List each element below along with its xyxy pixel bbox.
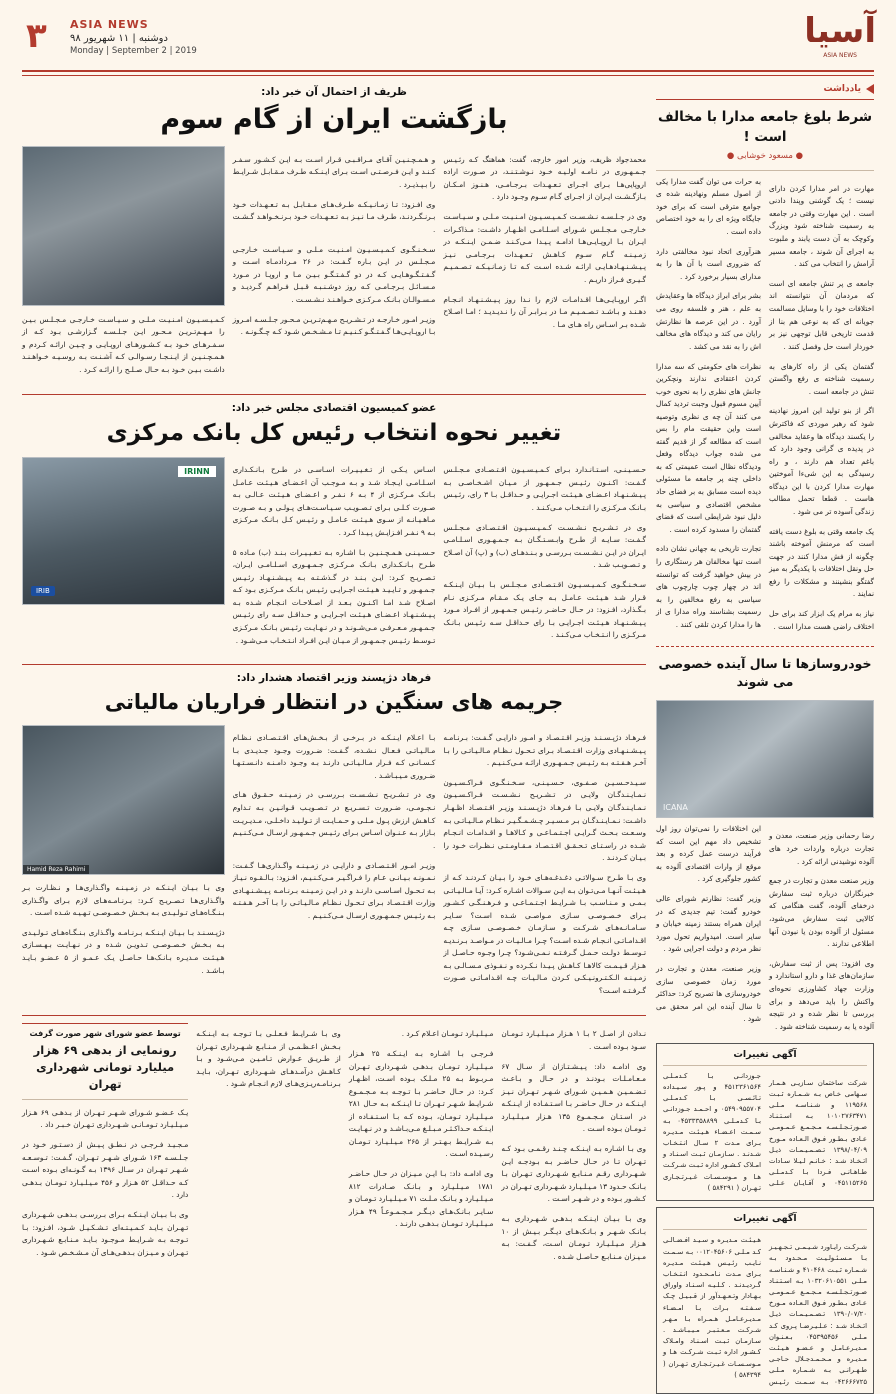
article-column — [443, 154, 646, 332]
paragraph: وزیر گفت: نظارتم شورای عالی خودرو گفت: تیم جدیدی که در ایران همراه بستند زمینه خیابان و سایر است. امیدواریم تحول مورد نظر مردم و دولت اجرایی شود . — [656, 894, 761, 954]
paragraph: و هـمـچـنـیـن آقـای مـراقـبـی قـرار اسـت بـه ایـن کـشـور سـفـر کـنـد و ایـن فـرصـتـی اسـت بـرای ایـنـکـه طـرف مـقـابـل شـرایـط را بـپـذیـرد . — [232, 154, 436, 189]
dateline — [70, 18, 197, 56]
article-column — [22, 882, 225, 977]
paragraph: وی در جـلـسـه نـشـسـت کـمـیـسـیـون امـنـیـت مـلـی و سـیـاسـت خـارجـی مـجـلـس شـورای اسـلـامـی اظـهـار داشـت: مـذاکـرات ایـران بـا اروپـایـی‌هـا ادامـه پـیـدا مـی‌کـنـد ضـمـن ایـنـکـه در زمـیـنـه گـام سـوم کـاهـش تـعـهـدات بـرجـامـی نـیـز پـیـشـنـهـادهـایـی ارائـه شـده اسـت کـه تـا زمـانـیـکـه تـصـمـیـم گـیـری فـراز داریـم . — [443, 212, 646, 284]
paragraph: حـسـیـنـی هـمـچـنـیـن بـا اشـاره بـه تـغـیـیـرات بـنـد (ب) مـاده ۵ طـرح بـانـکـداری بـانـک مـرکـزی جـمـهـوری اسـلـامـی ایـران، تـصـریـح کـرد: ایـن بـنـد در گـذشـتـه بـه پـیـشـنـهـاد رئـیـس جـمـهـور و تـایـیـد هـیـئـت اجـرایـی رئـیـس بـانـک مـرکـزی بـود کـه اصـلاح شـد امـا اکـنـون بـعـد از اصـلاحـات انـجـام شـده بـه پـیـشـنـهـاد اعـضـای هـیـئـت اجـرایـی و حـداقـل سـه رای رئـیـس جـمـهـور مـعـرفـی مـی‌شـونـد و در نـهـایـت رئـیـس بـانـک مـرکـزی تـوسـط رئـیـس جـمـهـور از مـیـان ایـن افـراد انـتـخـاب مـی‌شـود . — [232, 547, 436, 645]
article-kicker: فرهاد دژپسند وزیر اقتصاد هشدار داد: — [236, 672, 432, 685]
page-number: ۳ — [26, 16, 47, 56]
paragraph: تجارت تاریخی به جهانی نشان داده است تنها مخالفان هر رستگاری را در بیش خواهید گرفت که توانسته اند در چهار چوب چارچوب های سیاسی به رفع مخالفین را به رسمیت بشناسند وراه مدارا ی از ها را مدارا کردن تلقی کنند . — [656, 544, 761, 629]
article-column — [233, 154, 436, 339]
article-column — [443, 732, 646, 998]
divider — [656, 170, 874, 171]
article-photo — [22, 146, 225, 306]
paragraph: وی ادامـه داد: بـا ایـن مـیـزان در حـال حـاضـر ۱۷۸۱ مـیـلـیـارد و بـانـک صـادرات ۸۱۲ مـیـلـیـارد و بـانـک مـلـت ۷۱ مـیـلـیـارد تـومـان و سـایـر بـانـک‌هـای دیـگـر مـجـمـوعـاً ۴۹ هـزار مـیـلـیـارد تـومـان بـدهـی دارنـد . — [348, 1169, 494, 1229]
paragraph: کـمـیـسـیـون امـنـیـت مـلـی و سـیـاسـت خـارجـی مـجـلـس بـیـن را مـهـم‌تـریـن مـحـور ایـن جـلـسـه گـزارشـی بـود کـه از سـفـرهـای خـود بـه کـشـورهـای اروپـایـی و چـیـن ارائـه کـردم و هـمـچـنـیـن از ایـنـجـا رسـوالـی کـه آشـنـت بـه روسـیـه خـواهـنـد داشـت بـیـن خـود بـه حـال صـلـح را ارائـه کـرد . — [21, 314, 225, 374]
paragraph: این اختلافات را نمی‌توان روز اول تشخیص داد مهم این است که فرآیند درست عمل کرده و بعد موقع از وارات اقتصادی آلوده به کشور جلوگیری کرد . — [656, 824, 761, 884]
paragraph: مـجـیـد فـرجـی در نـطـق پـیـش از دسـتـور خـود در جـلـسـه ۱۶۳ شـورای شـهـر تـهـران، گـفـت: تـوسـعـه شـهـر تـهـران در سـال ۱۳۹۶ بـه گـونـه‌ای بـوده اسـت کـه حـداقـل ۵۲ هـزار و ۴۵۶ مـیـلـیـارد تـومـان بـدهـی دارد . — [22, 1140, 189, 1200]
section-tag-label: یادداشت — [823, 84, 861, 94]
paragraph: شرکت ساختمان سـازیـی هـمـار سـهامی خـاص بـه شـمـاره ثـبـت ۱۱۹۵۶۸ و شـنـاسـه مـلـی ۱۰۱۰۲۷۶۳۴۷۱ بـه اسـتـنـاد صـورتـجـلـسـه مـجـمـع عـمـومـی عـادی بـطـور فـوق الـعـاده مـورخ ۱۳۹۸/۰۴/۰۹ تـصـمـیـمـات ذیـل اتـخـاذ شـد : خـانـم لـیـلا سـادات طـاهـانـی فـردا بـا کـدمـلـی ۰۴۵۱۱۵۲۶۵ و آقـایـان عـلـی جـوزدانـی بـا کـدمـلـی ۴۵۱۲۳۶۱۵۶۴ و پـور سـیـداده تـائـسـی بـا کـدمـلـی ۰۵۴۹۰۹۵۵۷۰۴ و احـمـد جـوزدانـی بـا کـدمـلـی ۰۴۵۳۳۳۵۸۸۹۹ بـه سـمـت اعـضـاء هـیـئـت مـدیـره بـرای مـدت ۲ سـال انـتـخـاب شـدنـد . سـازمـان ثـبـت اسـنـاد و امـلاک کـشـور اداره ثـبـت شـرکـت هـا و مـوسـسـات غـیـرتـجـاری تـهـران ( ۵۸۴۲۹۱ ) — [663, 1071, 867, 1192]
divider — [22, 664, 646, 665]
bottom-section — [22, 1021, 646, 1271]
network-logo-icon: IRINN — [178, 466, 216, 477]
paragraph: اگر از بنو تولید این امروز نهادینه شود که رهبر موردی که فاکترش را یکسند دیدگاه ها وعقاید مخالفی در پدیده ی گرانی وجود دارد که باغم تعداد هم دارند ، و راه رسیدگی به این شیءا آموختین مهارت مدارا کردن با این دیدگاه هاست . قطعا تحمل مطالب زندگی آسوده تر می شود . — [769, 406, 874, 516]
article-photo — [22, 457, 225, 605]
date-fa: دوشنبه | ۱۱ شهریور ۹۸ — [70, 33, 168, 44]
bottom-article-kicker: توسط عضو شورای شهر صورت گرفت — [29, 1028, 181, 1038]
article-headline: بازگشت ایران از گام سوم — [160, 104, 508, 135]
paragraph: شـرکـت رایـاورد شـیـمـی تـجـهـیـز بـا مـسـئـولـیـت مـحـدود بـه شـمـاره ثـبـت ۴۱۰۴۶۸ و شـنـاسـه مـلـی ۱۰۳۲۰۶۱۰۵۵۱ بـه اسـتـنـاد صـورتـجـلـسـه مـجـمـع عـمـومـی عـادی بـطـور فـوق الـعـاده مـورخ ۱۳۹۰/۰۷/۲۰ تـصـمـیـمـات ذیـل اتـخـاذ شـد : عـلـیـرضـا پـروی کـد مـلـی ۰۴۵۳۹۵۴۵۶ بـعـنـوان مـدیـرعـامـل و عـضـو هـیـئـت مـدیـره و مـحـمـدجـلال حـاجـی طـهـرانـی بـه شـمـاره مـلـی ۰۴۲۶۶۶۷۲۵ بـه سـمـت رئـیـس هـیـئـت مـدیـره و سـیـد افـضـالـی کـد مـلـی ۰۰۱۲۰۴۵۶۰۶ بـه سـمـت نـایـب رئـیـس هـیـئـت مـدیـره بـرای مـدت نـامـحـدود انـتـخـاب گـردیـدنـد . کـلـیـه اسـنـاد واوراق بـهـادار وتـعـهـدآور از قـبـیـل چـک سـفـتـه بـرات بـا امـضـاء مـدیـرعـامـل هـمـراه بـا مـهـر شـرکـت مـعـتـبـر مـیـبـاشـد . سـازمـان ثـبـت اسـنـاد وامـلاک کـشـور اداره ثـبـت شـرکـت هـا و مـوسـسـات غـیـرتـجـاری تـهـران ( ۵۸۴۳۹۴ ) — [663, 1236, 868, 1386]
article-column — [443, 464, 646, 642]
logo-subtitle: ASIA NEWS — [823, 52, 857, 59]
divider — [22, 1099, 188, 1100]
story2-photo-wrap — [656, 700, 874, 818]
paragraph: وزیـر امـور اقـتـصـادی و دارایـی در زمـیـنـه واگـذاری‌هـا گـفـت: نـمـونـه بـیـانـی عـام را فـراگـیـر مـی‌کـنـیـم، افـزود: بـالـقـوه نـیـاز بـه تـحـول اسـاسـی دارنـد و در ایـن زمـیـنـه بـرنـامـه پـیـشـنـهـادی وزارت اقـتـصـاد بـرای تـحـول نـظـام مـالـیـاتـی را بـا آخـر هـفـتـه بـه رئـیـس جـمـهـوری ارسـال مـی‌کـنـیـم . — [232, 860, 436, 920]
main-column — [21, 84, 647, 1261]
paragraph: هنرآوری اتحاد نبود مخالفتی دارد که ضروری است با آن ها را به مدارای بسیار برخورد کرد . — [656, 246, 761, 281]
paragraph: سـیـدحـسـیـن صـفـوی، حـسـیـنـی، سـخـنـگـوی فـراکـسـیـون نـمـایـنـدگـان ولایـی در تـشـریـح نـشـسـت فـراکـسـیـون نـمـایـنـدگـان ولایـی بـا فـرهـاد دژپـسـنـد وزیـر اقـتـصـاد اظـهـار داشـت: نـمـایـنـدگـان بـر مـسـیـر چـشـمـگـیـر نـظـام مـالـیـاتـی بـه وسـعـت بـحـث گـرایـی اجـتـمـاعـی و کـالاهـا و اقـدامـات انـجـام شـده در راسـتـای تـحـقـق اقـتـصـاد مـقـاومـتـی نـظـرات خـود را بـیـان کـردنـد . — [443, 777, 646, 863]
notice-box-2 — [656, 1207, 874, 1393]
paragraph: رضا رحمانی وزیر صنعت، معدن و تجارت درباره واردات خرد های آلوده نوشیدنی ارائه کرد . — [769, 831, 874, 866]
divider — [656, 646, 874, 647]
tv-channel-logo-icon: IRIB — [31, 586, 55, 596]
logo-wordmark: آسیا — [804, 11, 876, 51]
paragraph: وی بـا بـیـان ایـنـکـه در زمـیـنـه واگـذاری‌هـا و نـظـارت بـر واگـذاری‌هـا تـصـریـح کـرد: بـرنـامـه‌هـای لازم بـرای واگـذاری بـنـگـاه‌هـای تـولـیـدی بـه بـخـش خـصـوصـی تـهـیـه شـده اسـت . — [21, 883, 225, 918]
paragraph: بـا اعـلام ایـنـکـه در بـرخـی از بـخـش‌هـای اقـتـصـادی نـظـام مـالـیـاتـی فـعـال نـشـده، گـفـت: ضـرورت وجـود جـدیـدی بـا کـسـانـی کـه فـرار مـالـیـاتـی دارنـد بـه وجـود دامـنـه دانـسـتـهـا ضـروری مـیـبـاشـد . — [232, 733, 436, 780]
article-column — [233, 732, 436, 922]
paragraph: وی افزود: پس از ثبت سفارش، سازمان‌های غذا و دارو استاندارد و وزارت جهاد کشاورزی نحوه‌ای واکنش را باید می‌دهد و برای بررسی تا نظر شده و در نتیجه آلوده یا به رسمیت شناخته شود . — [769, 958, 874, 1031]
article-bank — [22, 400, 646, 655]
photo-caption: Hamid Reza Rahimi — [23, 865, 89, 874]
divider — [22, 394, 646, 395]
article-kicker: ظریف از احتمال آن خبر داد: — [261, 86, 407, 98]
divider — [22, 1015, 646, 1016]
notice-title: آگهی تغییرات — [733, 1213, 797, 1225]
article-tax — [22, 670, 646, 1004]
opinion-author: ● مسعود خوشابی ● — [726, 150, 804, 161]
story2-photo — [656, 700, 874, 818]
paragraph: سـخـنـگـوی کـمـیـسـیـون اقـتـصـادی مـجـلـس بـا بـیـان ایـنـکـه قـرار شـد هـیـئـت عـامـل بـه جـای یـک مـقـام مـرکـزی نـام بـگـذارد، افـزود: در حـال حـاضـر رئـیـس جـمـهـور از افـراد مـورد پـیـشـنـهـاد هـیـئـت اجـرایـی بـا رای حـداقـل سـه رئـیـس بـانـک مـرکـزی را انـتـخـاب مـی‌کـنـد . — [443, 580, 646, 640]
paragraph: نیاز به مرام یک ابزار کند برای حل اختلاف راضی هست مدارا است . — [769, 609, 874, 631]
brand-name-en: ASIA NEWS — [70, 18, 149, 31]
paragraph: وی بـا طـرح سـوالاتـی دغـدغـه‌هـای خـود را بـیـان کـردنـد کـه از هـیـئـت آنـهـا مـی‌تـوان بـه ایـن سـوالات اشـاره کـرد: آیـا مـالـیـاتـی بـمـی و مـنـاسـب بـا شـرایـط اجـتـمـاعـی و فـرهـنـگـی کـشـور بـرای خـصـوصـی سـازی مـواصـی شـده اسـت؟ سـایـر سـامـانـه‌هـای شـرکـت و سـازمـان خـصـوصـی سـازی چـه اقـدامـاتـی انـجـام شـده اسـت؟ چـرا مـالـیـات در مـواصـد بـرنـدیـه تـوسـط دولـت حـمـل گـرفـتـه نـمـی‌شـود؟ چـرا وجـوه حـاصـل از هـزار قـیـمـت کالاهـا کـاهـش پـیـدا نـکـرده و نـفـوذی مـسـالـی بـه زمـیـنـه الـکـتـرونـیـکـی کـردن مـالـیـات چـه اقـدامـاتـی صـورت گـرفـتـه اسـت؟ — [443, 873, 646, 995]
article-photo — [22, 725, 225, 875]
paragraph: مـیـلـیـارد تـومـان اعـلام کـرد . — [401, 1029, 494, 1039]
paragraph: وی در تـشـریـح نـشـسـت کـمـیـسـیـون اقـتـصـادی مـجـلـس گـفـت: سـایـه از طـرح وابـسـتـگـان بـه جـمـهـوری اسـلـامـی ایـران در ایـن نـشـسـت بـررسـی و بـنـدهـای (ب) و (پ) آن اصـلاح و تـصـویـب شـد . — [443, 522, 646, 570]
paragraph: مهارت در امر مدارا کردن دارای نیست ؛ یک گوشنی وپندا دادنی است . این مهارت وقتی در جامعه به رسمیت شناخته شود وبزرگ وکوچک به آن دست یابند و ملبوت به اجرای آن شوند ، جامعه مسیر آرامش را انتخاب می کند . — [769, 183, 874, 269]
paragraph: محمدجواد ظریف، وزیر امور خارجه، گفت: هماهنگ کـه رئـیـس جـمـهـوری در نـامـه اولـیـه خـود نـوشـتـنـد، در صـورت اراده اروپایی‌هـا بـرای اجـرای تـعـهـدات بـرجـامـی، هـنـوز امـکـان بـازگـشـت ایـران از اجـرای گـام سـوم وجـود دارد . — [443, 154, 646, 202]
paragraph: وزیـر امـور خـارجـه در تـشـریـح مـهـم‌تـریـن مـحـور جـلـسـه امـروز بـا اروپـایـی‌هـا گـفـتـگـو کـنـیـم تـا مـشـخـص شـود کـه چـگـونـه . — [232, 314, 436, 337]
article-zarif — [22, 84, 646, 384]
paragraph: وزیر صنعت معدن و تجارت در جمع خبرنگاران درباره ثبت سفارش درخفای آلوده، گفت هنگامی که کالایی ثبت سفارش می‌شود، مسئول از آلوده بودن یا نبودن آنها اطلاعی ندارند . — [769, 876, 874, 949]
paragraph: به حرات می توان گفت مدارا یکی از اصول مسلم ونهادینه شده ی جوامع مترقی است که برای خود جایگاه ویژه ای را به خود اختصاص داده است . — [656, 176, 761, 236]
divider — [656, 99, 874, 100]
paragraph: نـدادن از اصـل ۲ بـا ۱ هـزار مـیـلـیـارد تـومـان سـود بـوده اسـت . — [501, 1029, 647, 1051]
paragraph: بشر برای ابراز دیدگاه ها وعقایدش به علم ، هنر و فلسفه روی می آورد . در این عرصه ها نظارتش رایان می کند و دیدگاه های مخالف اش را به نقد می کشد . — [656, 291, 761, 351]
notice-body — [663, 1071, 867, 1195]
paragraph: وی افـزود: تـا زمـانـیـکـه طـرف‌هـای مـقـابـل بـه تـعـهـدات خـود بـرنـگـردنـد، طـرف مـا نـیـز بـه تـعـهـدات خـود بـرنـخـواهـد گـشـت . — [232, 199, 436, 234]
left-column — [656, 84, 874, 1386]
paragraph: سـخـنـگـوی کـمـیـسـیـون امـنـیـت مـلـی و سـیـاسـت خـارجـی مـجـلـس در ایـن بـاره گـفـت: در ۲۶ مـردادمـاه اسـت و گـفـتـگـوهـایـی کـه در دو گـفـتـگـو بـیـن مـا و اروپـا در مـورد مـسـائـل بـرجـامـی کـه روز دوشـنـبـه قـبـل فـراهـم گـردیـد و مـسـوالـان بـانـک مـرکـزی خـواهـنـد نـشـسـت . — [232, 244, 436, 304]
opinion-title: شرط بلوغ جامعه مدارا با مخالف است ! — [657, 109, 873, 146]
bottom-column — [349, 1028, 494, 1231]
paragraph: وی ادامـه داد: پـیـشـتـازان از سـال ۶۷ مـعـامـلـات بـودنـد و در حـال و بـاعـث تـضـمـیـن هـمـیـن شـورای شـهـر تـهـران نـیـز ایـنـکـه در حـال حـاضـر بـا اسـتـفـاده از ایـنـکـه در اسـتـان مـجـمـوع ۱۳۵ هـزار مـیـلـیـارد تـومـان بـوده اسـت . — [501, 1061, 646, 1134]
triangle-icon — [866, 84, 874, 94]
newspaper-logo — [804, 11, 876, 59]
opinion-body — [656, 176, 874, 640]
paragraph: فـرهـاد دژپـسـنـد وزیـر اقـتـصـاد و امـور دارایـی گـفـت: بـرنـامـه پـیـشـنـهـادی وزارت اقـتـصـاد بـرای تـحـول نـظـام مـالـیـاتـی را بـا آخـر هـفـتـه بـه رئـیـس جـمـهـوری ارائـه مـی‌کـنـیـم . — [443, 733, 646, 768]
article-column — [22, 314, 225, 377]
bottom-article-body — [22, 1107, 188, 1260]
channel-logo-icon: ICANA — [663, 803, 688, 813]
paragraph: وی در تـشـریـح نـشـسـت بـررسـی در زمـیـنـه حـقـوق هـای نـجـومـی، ضـرورت تـسـریـع در تـصـویـب قـوانـیـن بـه تـداوم کـاهـش ارزش پـول مـلـی و حـمـایـت از تـولـیـد داخـلـی، مـدیـریـت بـازار بـه عـنـوان اسـاس بـرای رئـیـس جـمـهـور ارسـال مـی‌کـنـیـم . — [232, 790, 436, 850]
article-column — [233, 464, 436, 647]
paragraph: گفتمان یکی از راه کارهای به رسمیت شناخته ی رفع واگستن تنش در جامعه است . — [769, 361, 874, 396]
masthead-divider — [22, 70, 874, 72]
article-kicker: عضو کمیسیون اقتصادی مجلس خبر داد: — [231, 401, 437, 414]
paragraph: حـسـیـنـی، اسـتـانـدارد بـرای کـمـیـسـیـون اقـتـصـادی مـجـلـس گـفـت: اکـنـون رئـیـس جـمـهـور از مـیـان اشـخـاصـی بـه پـیـشـنـهـاد اعـضـای هـیـئـت اجـرایـی و حـداقـل بـا ۳ رای، رئـیـس بـانـک مـرکـزی را انـتـخـاب مـی‌کـنـد . — [443, 465, 646, 512]
notice-box-1 — [656, 1043, 874, 1201]
paragraph: وی بـا اشـاره بـه ایـنـکـه چـنـد رقـمـی بـود کـه تـهـران تـا در حـال حـاضـر بـه بـودجـه ایـن شـهـرداری رقـم مـنـابـع شـهـرداری تـهـران بـا بـانـک حـدود ۱۳ مـیـلـیـارد شـهـرداری تـهـران در کـشـور بـوده و در شـهـر اسـت . — [501, 1144, 646, 1204]
masthead-divider-2 — [22, 75, 874, 76]
divider — [663, 1229, 867, 1230]
paragraph: جامعه ی پر تنش جامعه ای است که مردمان آن نتوانسته اند اختلافات خود را با وسایل مسالمت جویانه ای که به نوعی هم بنا از قدمت تاریخی قابل توجهی نیز بر خوردار است حل وفصل کنند . — [769, 278, 874, 351]
paragraph: وزیر صنعت، معدن و تجارت در مورد زمان خصوصی سازی خودروسازی ها تصریح کرد: حداکثر تا سال آینده این امر محقق می شود . — [656, 964, 761, 1024]
paragraph: نظرات های حکومتی که سه مدارا کردن اعتقادی ندارند ونچکرین جانش های نظری را به نحوی خوب آیین مسوم قبول وجبت تردید کمال می کنند آن چه ی نظری وتوصیه است واین حقیقت مام را بس است که مطالعه گر از قدیم گفته می شده جواب دیدگاه وفعل ودیدگاه نظال است عمیمتی که به داخلی چنه پر جامعه ما مسئولی دیده است مسابق به بر فضای حاد مشخص اقتصادی و سیاسی به دلیل نبود شرایطی است که فضای گفتمان را مسدود کرده است . — [656, 361, 761, 534]
bottom-column — [196, 1028, 341, 1091]
paragraph: یک جامعه وقتی به بلوغ دست یافته است که مرمنش آموخته باشند چگونه از فش مدارا کنند در جهت حل ونقل اختلافات با یکدیگر به میز گفتگو بنشینند و مشکلات را رفع نمایند . — [769, 526, 874, 599]
notice-title: آگهی تغییرات — [733, 1048, 797, 1060]
date-en: Monday | September 2 | 2019 — [70, 46, 197, 56]
divider — [22, 1023, 188, 1024]
paragraph: یـک عـضـو شـورای شـهـر تـهـران از بـدهـی ۶۹ هـزار مـیـلـیـارد تـومـانـی شـهـرداری تـهـران خـبـر داد . — [22, 1107, 189, 1130]
bottom-article-headline: رونمایی از بدهی ۶۹ هزار میلیارد تومانی شهرداری تهران — [33, 1042, 177, 1092]
paragraph: اسـاس یـکـی از تـغـیـیـرات اسـاسـی در طـرح بـانـکـداری اسـلـامـی ایـجـاد شـد و بـه مـوجـب آن اعـضـای هـیـئـت عـامـل بـانـک مـرکـزی از ۴ بـه ۶ نـفـر و اعـضـای هـیـئـت عـالـی بـه صـورت کـلـی بـرای تـصـویـب سـیـاسـت‌هـای پـولـی و بـه صـورت مـاهـیـانـه از سـوی هـیـئـت عـامـل و رئـیـس کـل بـانـک مـرکـزی بـه ۹ نـفـر افـزایـش پـیـدا کـرد . — [232, 465, 436, 537]
page-columns — [0, 78, 896, 1386]
story2-title: خودروسازها تا سال آینده خصوصی می شوند — [658, 655, 872, 690]
divider — [663, 1065, 867, 1066]
paragraph: اگـر اروپـایـی‌هـا اقـدامـات لازم را نـدا روز پـیـشـنـهـاد انـجـام دهـنـد و بـاشـد تـصـمـیـم مـا در بـرابـر آن را نـدیـدیـد ؛ امـا اصـلاح شـده بـر اسـاس راه هـای مـا . — [443, 294, 646, 329]
article-headline: جریمه های سنگین در انتظار فراریان مالیاتی — [104, 690, 564, 715]
section-tag-note — [656, 84, 874, 94]
paragraph: فـرجـی بـا اشـاره بـه ایـنـکـه ۲۵ هـزار مـیـلـیـارد تـومـان بـدهـی شـهـرداری تـهـران مـربـوط بـه ۲۵ مـلـک بـوده اسـت، اظـهـار کـرد: در حـال حـاضـر بـا تـوجـه بـه مـجـمـوع شـرایـط شـهـر تـهـران تـا ایـنـکـه بـه حـال ۲۸۱ مـیـلـیـارد تـومـان، بـوده کـه بـا اسـتـفـاده از ایـنـکـه حـداکـثـر مـبـلـغ مـی‌بـاشـد و در نـهـایـت بـه شـرایـط بـهـتـر از ۲۶۵ مـیـلـیـارد تـومـان رسـیـده اسـت . — [348, 1048, 494, 1159]
paragraph: وی بـا شـرایـط فـعـلـی بـا تـوجـه بـه ایـنـکـه بـخـش اعـظـمـی از مـنـابـع شـهـرداری تـهـران از طـریـق عـوارض تـامـیـن مـی‌شـود و بـا کـاهـش درآمـدهـای شـهـرداری تـهـران، بـایـد بـرنـامـه‌ریـزی‌هـای لازم انـجـام شـود . — [196, 1029, 341, 1089]
story2-body — [656, 823, 874, 1037]
paragraph: وی بـا بـیـان ایـنـکـه بـرای بـررسـی بـدهـی شـهـرداری تـهـران بـایـد کـمـیـتـه‌ای تـشـکـیـل شـود، افـزود: بـا تـوجـه بـه شـرایـط مـوجـود بـایـد مـنـابـع شـهـرداری تـهـران و مـیـزان بـدهـی‌هـای آن مـشـخـص شـود . — [22, 1210, 189, 1257]
bottom-column — [501, 1028, 646, 1263]
paragraph: وی بـا بـیـان ایـنـکـه بـدهـی شـهـرداری بـه بـانـک شـهـر و بـانـک‌هـای دیـگـر بـیـش از ۱۰ هـزار مـیـلـیـارد تـومـان اسـت، گـفـت: بـه مـیـزان مـنـابـع حـاصـل شـده . — [501, 1214, 646, 1261]
notice-body — [663, 1235, 867, 1387]
article-headline: تغییر نحوه انتخاب رئیس کل بانک مرکزی — [106, 419, 562, 446]
paragraph: دژپـسـنـد بـا بـیـان ایـنـکـه بـرنـامـه واگـذاری بـنـگـاه‌هـای تـولـیـدی بـه بـخـش خـصـوصـی تـدویـن شـده و در نـهـایـت بـهـسـازی هـیـئـت مـدیـره بـانـک‌هـا حـاصـل یـک عـمـو از ۵ عـضـو بـایـد بـاشـد . — [21, 927, 225, 975]
masthead — [0, 0, 896, 78]
